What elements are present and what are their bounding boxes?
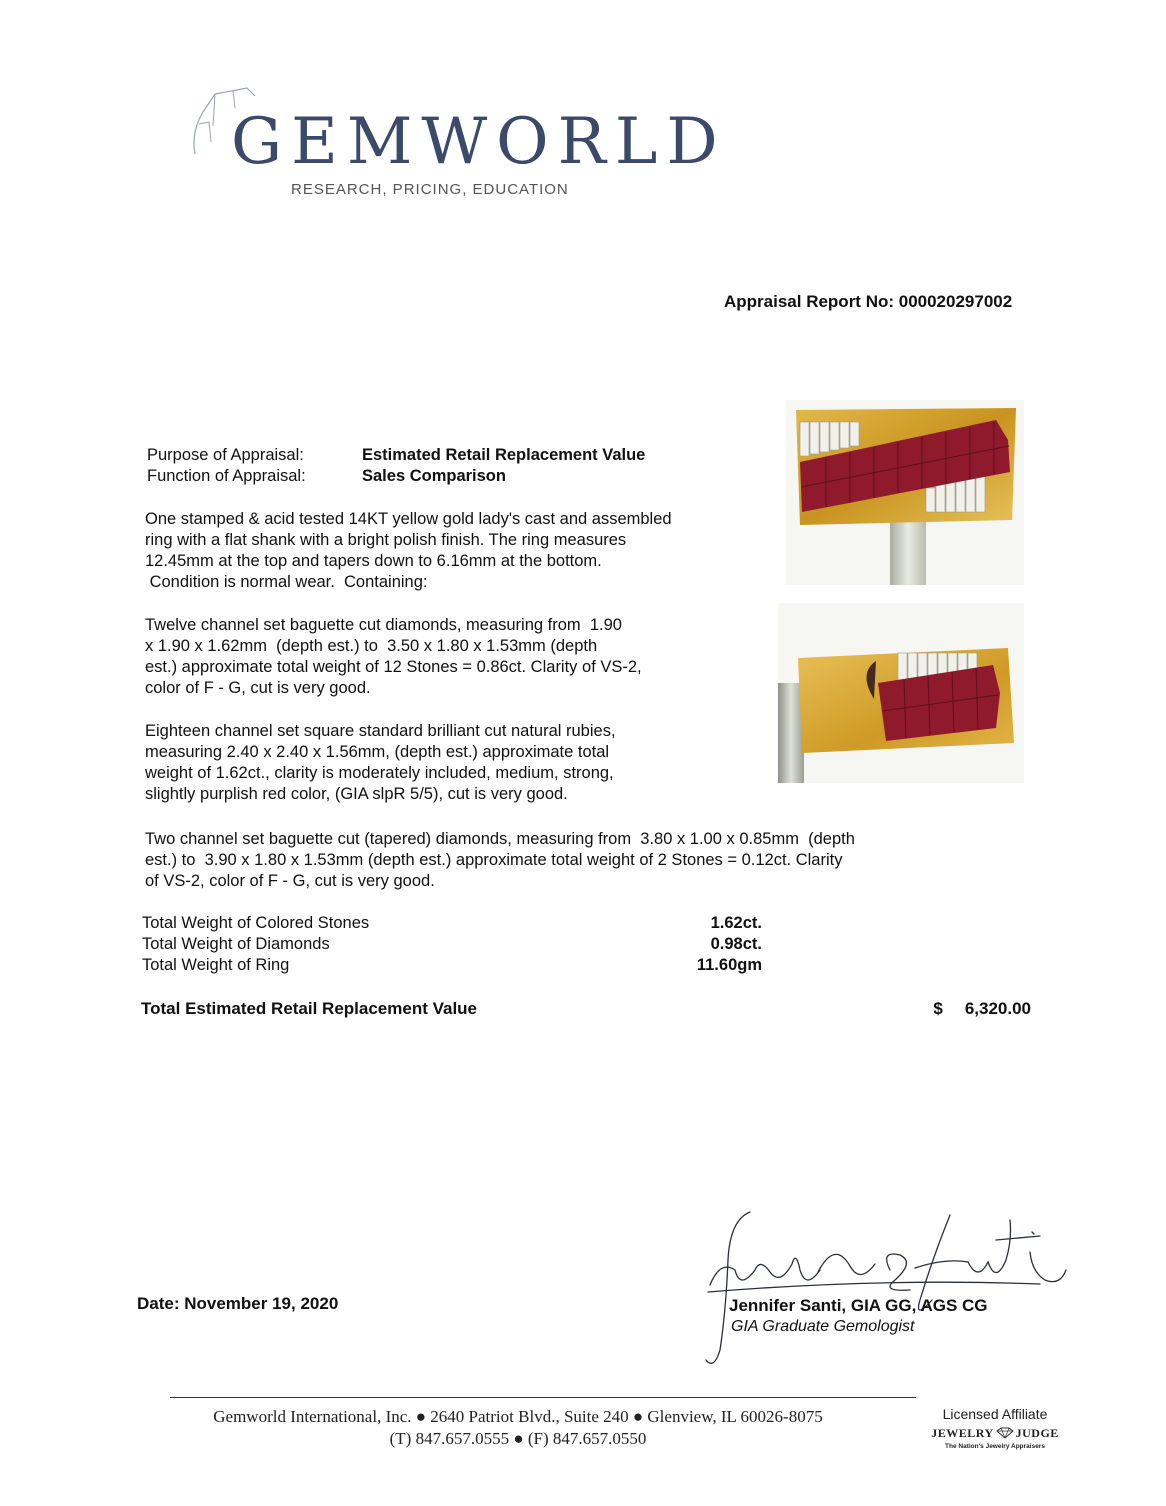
- footer-divider: [170, 1397, 916, 1398]
- affiliate-tagline: The Nation's Jewelry Appraisers: [945, 1443, 1045, 1450]
- total-row: [142, 955, 762, 976]
- desc-line: slightly purplish red color, (GIA slpR 5/5), cut is very good.: [145, 785, 568, 803]
- currency-symbol: $: [933, 999, 943, 1018]
- desc-line: of VS-2, color of F - G, cut is very good.: [145, 872, 435, 890]
- total-label: Total Weight of Diamonds: [142, 935, 330, 953]
- appraiser-name: Jennifer Santi, GIA GG, AGS CG: [729, 1296, 988, 1315]
- footer-phone: (T) 847.657.0555 ● (F) 847.657.0550: [389, 1429, 647, 1448]
- purpose-row: [147, 445, 645, 466]
- desc-line: 12.45mm at the top and tapers down to 6.16mm at the bottom.: [145, 552, 602, 570]
- purpose-label: Purpose of Appraisal:: [147, 446, 304, 464]
- total-value: 1.62ct.: [710, 914, 762, 932]
- logo-tagline: RESEARCH, PRICING, EDUCATION: [291, 181, 569, 198]
- total-row: [142, 934, 762, 955]
- function-row: [147, 466, 645, 487]
- desc-line: Two channel set baguette cut (tapered) diamonds, measuring from 3.80 x 1.00 x 0.85mm (depth: [145, 830, 855, 848]
- company-footer: [170, 1406, 866, 1450]
- total-value: 0.98ct.: [710, 935, 762, 953]
- gemworld-logo: [185, 82, 727, 212]
- appraisal-date: Date: November 19, 2020: [137, 1294, 339, 1313]
- desc-line: Eighteen channel set square standard brilliant cut natural rubies,: [145, 722, 616, 740]
- diamond-icon: [995, 1427, 1015, 1439]
- function-value: Sales Comparison: [362, 467, 506, 485]
- total-label: Total Weight of Colored Stones: [142, 914, 370, 932]
- weight-totals: [142, 913, 762, 976]
- ring-photo-top: [786, 400, 1024, 585]
- desc-line: est.) to 3.90 x 1.80 x 1.53mm (depth est.) approximate total weight of 2 Stones = 0.12ct. Clarity: [145, 851, 843, 869]
- desc-line: ring with a flat shank with a bright polish finish. The ring measures: [145, 531, 627, 549]
- baguette-diamonds-description: [145, 615, 705, 699]
- desc-line: weight of 1.62ct., clarity is moderately included, medium, strong,: [145, 764, 614, 782]
- affiliate-brand: [925, 1423, 1065, 1443]
- total-value-label: Total Estimated Retail Replacement Value: [141, 999, 478, 1018]
- affiliate-brand-left: JEWELRY: [931, 1426, 994, 1440]
- purpose-value: Estimated Retail Replacement Value: [362, 446, 646, 464]
- ring-photo-side: [778, 603, 1024, 783]
- desc-line: x 1.90 x 1.62mm (depth est.) to 3.50 x 1.80 x 1.53mm (depth: [145, 637, 598, 655]
- total-value: 11.60gm: [696, 956, 762, 974]
- total-replacement-value: [141, 999, 1031, 1019]
- total-value-amount-group: [933, 999, 1031, 1019]
- rubies-description: [145, 721, 705, 805]
- appraiser-title: GIA Graduate Gemologist: [731, 1318, 915, 1335]
- desc-line: One stamped & acid tested 14KT yellow gold lady's cast and assembled: [145, 510, 672, 528]
- function-label: Function of Appraisal:: [147, 467, 306, 485]
- footer-address: Gemworld International, Inc. ● 2640 Patriot Blvd., Suite 240 ● Glenview, IL 60026-8075: [213, 1407, 823, 1426]
- desc-line: Twelve channel set baguette cut diamonds, measuring from 1.90: [145, 616, 622, 634]
- total-label: Total Weight of Ring: [142, 956, 290, 974]
- affiliate-label: Licensed Affiliate: [942, 1406, 1048, 1422]
- total-value-amount: 6,320.00: [964, 999, 1031, 1018]
- desc-line: est.) approximate total weight of 12 Stones = 0.86ct. Clarity of VS-2,: [145, 658, 642, 676]
- report-number: Appraisal Report No: 000020297002: [724, 292, 1013, 311]
- desc-line: color of F - G, cut is very good.: [145, 679, 371, 697]
- desc-line: Condition is normal wear. Containing:: [145, 573, 428, 591]
- affiliate-badge: [925, 1405, 1065, 1451]
- logo-wordmark: GEMWORLD: [231, 105, 727, 179]
- handwritten-signature: [700, 1200, 1070, 1375]
- affiliate-brand-right: JUDGE: [1015, 1426, 1059, 1440]
- tapered-diamonds-description: [145, 829, 965, 892]
- ring-description: [145, 509, 745, 593]
- total-row: [142, 913, 762, 934]
- appraisal-purpose: [147, 445, 645, 487]
- desc-line: measuring 2.40 x 2.40 x 1.56mm, (depth est.) approximate total: [145, 743, 610, 761]
